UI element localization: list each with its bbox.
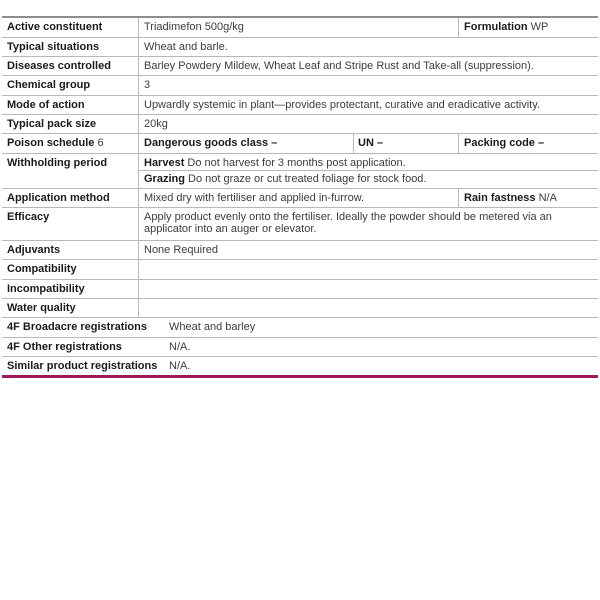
mode-of-action-value: Upwardly systemic in plant—provides protectant, curative and eradicative activity.: [144, 99, 540, 111]
typical-situations-value: Wheat and barle.: [144, 41, 228, 53]
chemical-group-value: 3: [144, 79, 151, 91]
typical-situations-label: Typical situations: [7, 41, 100, 53]
dangerous-goods-cell: [144, 134, 277, 153]
diseases-controlled-label: Diseases controlled: [7, 60, 111, 72]
row-diseases-controlled: [2, 56, 598, 75]
packing-code-label: Packing code: [464, 137, 535, 149]
poison-schedule-value: 6: [97, 137, 104, 149]
harvest-label: Harvest: [144, 157, 185, 169]
column-divider: [138, 76, 139, 95]
application-method-value: Mixed dry with fertiliser and applied in-furrow.: [144, 192, 365, 204]
column-divider: [138, 260, 139, 279]
efficacy-value: Apply product evenly onto the fertiliser. Ideally the powder should be metered via an applicator into an auger or elevator.: [144, 211, 552, 235]
formulation-label: Formulation: [464, 21, 528, 33]
poison-schedule-cell: [7, 134, 104, 153]
column-divider: [138, 154, 139, 188]
formulation-value: WP: [530, 21, 549, 33]
poison-schedule-label: Poison schedule: [7, 137, 95, 149]
grazing-value: Do not graze or cut treated foliage for stock food.: [188, 173, 427, 185]
column-divider: [138, 38, 139, 56]
dangerous-goods-class-label: Dangerous goods class: [144, 137, 269, 149]
row-mode-of-action: [2, 95, 598, 114]
other-registrations-label: 4F Other registrations: [7, 341, 122, 353]
column-divider: [138, 134, 139, 153]
typical-pack-size-label: Typical pack size: [7, 118, 97, 130]
rain-fastness-cell: [464, 189, 557, 207]
row-active-constituent: [2, 18, 598, 37]
other-registrations-value: N/A.: [169, 341, 191, 353]
column-divider: [138, 299, 139, 317]
row-compatibility: [2, 259, 598, 279]
rain-fastness-value: N/A: [538, 192, 557, 204]
row-typical-situations: [2, 37, 598, 56]
column-divider: [138, 96, 139, 114]
mode-of-action-label: Mode of action: [7, 99, 85, 111]
column-divider: [138, 57, 139, 75]
grazing-label: Grazing: [144, 173, 185, 185]
column-divider: [138, 208, 139, 240]
sheet-bottom-accent-bar: [2, 375, 598, 378]
row-efficacy: [2, 207, 598, 240]
incompatibility-label: Incompatibility: [7, 283, 85, 295]
row-water-quality: [2, 298, 598, 317]
compatibility-label: Compatibility: [7, 263, 77, 275]
row-incompatibility: [2, 279, 598, 298]
row-poison-schedule: [2, 133, 598, 153]
application-method-label: Application method: [7, 192, 110, 204]
grazing-cell: [144, 170, 426, 188]
column-divider: [458, 189, 459, 207]
row-typical-pack-size: [2, 114, 598, 133]
row-adjuvants: [2, 240, 598, 259]
packing-code-cell: [464, 134, 544, 153]
un-value: –: [376, 137, 384, 149]
packing-code-value: –: [537, 137, 545, 149]
broadacre-registrations-label: 4F Broadacre registrations: [7, 321, 147, 333]
column-divider: [458, 134, 459, 153]
un-cell: [358, 134, 383, 153]
row-similar-registrations: [2, 356, 598, 375]
formulation-cell: [464, 18, 548, 37]
water-quality-label: Water quality: [7, 302, 76, 314]
column-divider: [138, 241, 139, 259]
similar-registrations-label: Similar product registrations: [7, 360, 158, 372]
column-divider: [458, 18, 459, 37]
column-divider: [353, 134, 354, 153]
product-info-sheet: [2, 16, 598, 378]
adjuvants-label: Adjuvants: [7, 244, 61, 256]
typical-pack-size-value: 20kg: [144, 118, 168, 130]
row-broadacre-registrations: [2, 317, 598, 337]
column-divider: [138, 115, 139, 133]
broadacre-registrations-value: Wheat and barley: [169, 321, 256, 333]
un-label: UN: [358, 137, 374, 149]
diseases-controlled-value: Barley Powdery Mildew, Wheat Leaf and Stripe Rust and Take-all (suppression).: [144, 60, 534, 72]
active-constituent-value: Triadimefon 500g/kg: [144, 21, 244, 33]
row-chemical-group: [2, 75, 598, 95]
column-divider: [138, 280, 139, 298]
row-other-registrations: [2, 337, 598, 356]
efficacy-label: Efficacy: [7, 211, 50, 223]
adjuvants-value: None Required: [144, 244, 218, 256]
column-divider: [138, 18, 139, 37]
harvest-value: Do not harvest for 3 months post application.: [187, 157, 406, 169]
column-divider: [138, 189, 139, 207]
chemical-group-label: Chemical group: [7, 79, 91, 91]
rain-fastness-label: Rain fastness: [464, 192, 536, 204]
row-withholding-period: [2, 153, 598, 188]
dangerous-goods-class-value: –: [271, 137, 278, 149]
withholding-period-label: Withholding period: [7, 157, 108, 169]
similar-registrations-value: N/A.: [169, 360, 191, 372]
active-constituent-label: Active constituent: [7, 21, 103, 33]
row-application-method: [2, 188, 598, 207]
